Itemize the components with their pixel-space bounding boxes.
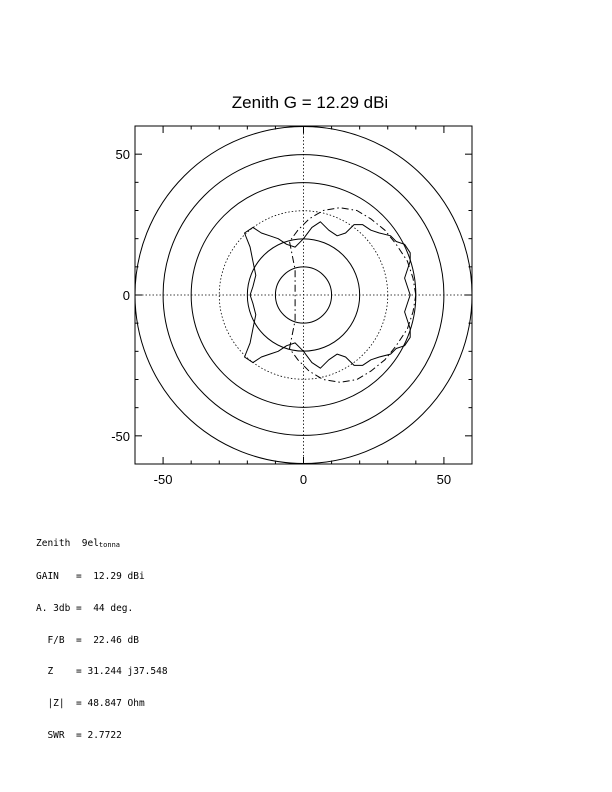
info-impedance-magnitude: |Z| = 48.847 Ohm: [36, 698, 145, 710]
info-impedance: Z = 31.244 j37.548: [36, 666, 168, 678]
info-beamwidth: A. 3db = 44 deg.: [36, 602, 134, 614]
y-tick-label: 0: [122, 288, 130, 303]
y-tick-label: -50: [111, 428, 130, 444]
y-tick-label: 50: [115, 147, 130, 163]
info-antenna-name: [36, 539, 168, 551]
info-antenna-name-sub: tonna: [98, 541, 120, 550]
x-tick-label: 50: [436, 472, 452, 487]
info-antenna-name-main: Zenith 9el: [36, 538, 99, 550]
info-gain: GAIN = 12.29 dBi: [36, 570, 145, 582]
x-tick-label: 0: [299, 472, 308, 487]
x-tick-label: -50: [153, 472, 173, 487]
chart-title: Zenith G = 12.29 dBi: [231, 93, 389, 112]
info-swr: SWR = 2.7722: [36, 729, 122, 741]
plot-area: [111, 126, 472, 487]
info-front-to-back: F/B = 22.46 dB: [36, 634, 139, 646]
antenna-info-panel: [36, 518, 168, 752]
